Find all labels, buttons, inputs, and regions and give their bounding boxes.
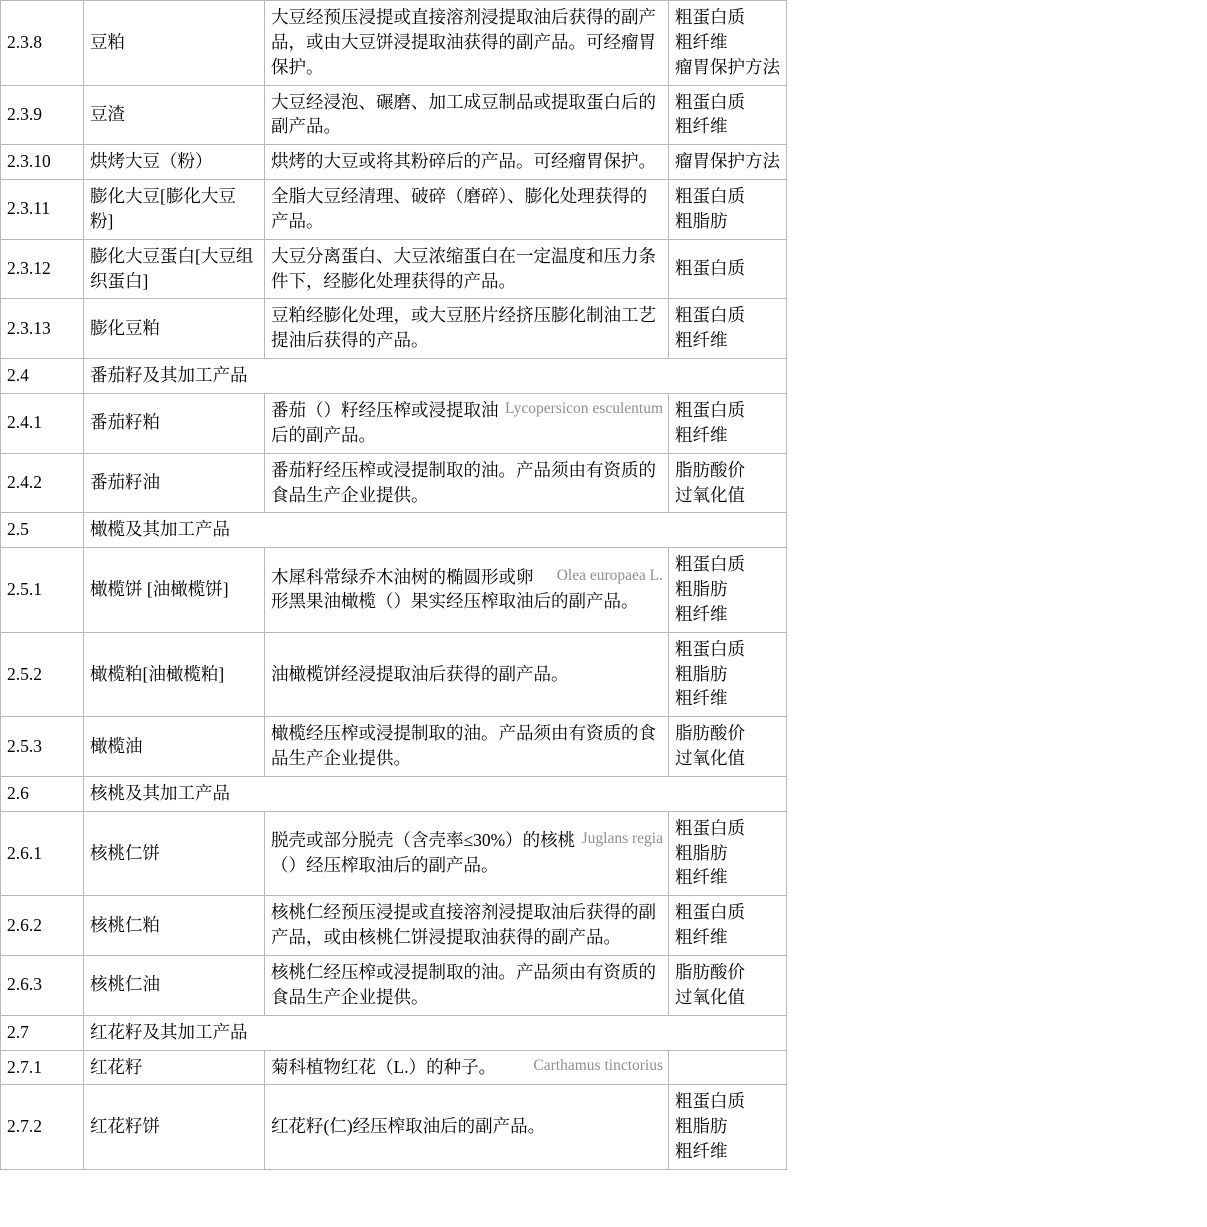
cell-label-requirements [669,239,787,299]
cell-label-requirements [669,548,787,633]
cell-description [265,299,669,359]
cell-label-requirements [669,1085,787,1170]
cell-code: 2.3.13 [1,299,84,359]
description-text: 脱壳或部分脱壳（含壳率≤30%）的核桃（）经压榨取油后的副产品。 [271,830,576,876]
description-text: 核桃仁经压榨或浸提制取的油。产品须由有资质的食品生产企业提供。 [271,962,656,1007]
label-requirement-item: 粗蛋白质 [675,305,745,326]
label-requirement-item: 粗纤维 [675,424,728,445]
label-requirement-item: 粗纤维 [675,603,728,624]
label-requirement-item: 粗蛋白质 [675,91,745,112]
cell-ingredient-name: 豆粕 [84,1,265,86]
label-requirement-item: 粗脂肪 [675,663,728,684]
table-row-group [1,776,787,811]
cell-description [265,1050,669,1085]
label-requirement-item: 粗脂肪 [675,579,728,600]
cell-description [265,145,669,180]
description-text: 全脂大豆经清理、破碎（磨碎）、膨化处理获得的产品。 [271,186,648,231]
scientific-name: Juglans regia [581,830,663,848]
cell-label-requirements [669,811,787,896]
cell-label-requirements [669,1050,787,1085]
label-requirement-item: 粗脂肪 [675,1116,728,1137]
table-row [1,956,787,1016]
cell-ingredient-name: 红花籽 [84,1050,265,1085]
cell-code: 2.3.11 [1,180,84,240]
cell-ingredient-name: 橄榄粕[油橄榄粕] [84,632,265,717]
label-requirement-item: 粗蛋白质 [675,902,745,923]
label-requirement-item: 粗蛋白质 [675,817,745,838]
cell-code: 2.6.2 [1,896,84,956]
table-row [1,717,787,777]
cell-description [265,956,669,1016]
table-row [1,299,787,359]
scientific-name: Carthamus tinctorius [533,1056,663,1074]
cell-group-name: 红花籽及其加工产品 [84,1015,787,1050]
cell-label-requirements [669,453,787,513]
cell-code: 2.4.1 [1,393,84,453]
table-row-group [1,359,787,394]
cell-ingredient-name: 橄榄饼 [油橄榄饼] [84,548,265,633]
cell-description [265,632,669,717]
cell-group-name: 橄榄及其加工产品 [84,513,787,548]
label-requirement-item: 脂肪酸价 [675,459,745,480]
label-requirement-item: 脂肪酸价 [675,962,745,982]
cell-code: 2.5.3 [1,717,84,777]
cell-code: 2.5.1 [1,548,84,633]
cell-label-requirements [669,299,787,359]
table-row [1,1050,787,1085]
cell-code: 2.7.1 [1,1050,84,1085]
description-text: 大豆经预压浸提或直接溶剂浸提取油后获得的副产品，或由大豆饼浸提取油获得的副产品。可经瘤胃保护。 [271,7,656,77]
table-row [1,145,787,180]
cell-description [265,239,669,299]
cell-description [265,896,669,956]
table-row [1,548,787,633]
label-requirement-item: 粗纤维 [675,867,728,888]
cell-label-requirements [669,1,787,86]
cell-label-requirements [669,180,787,240]
cell-code: 2.7.2 [1,1085,84,1170]
cell-code: 2.5 [1,513,84,548]
description-text: 核桃仁经预压浸提或直接溶剂浸提取油后获得的副产品，或由核桃仁饼浸提取油获得的副产品。 [271,902,656,948]
cell-label-requirements [669,717,787,777]
table-row [1,632,787,717]
cell-group-name: 番茄籽及其加工产品 [84,359,787,394]
label-requirement-item: 过氧化值 [675,484,745,505]
description-text: 番茄（）籽经压榨或浸提取油后的副产品。 [271,399,499,445]
cell-code: 2.6.3 [1,956,84,1016]
label-requirement-item: 瘤胃保护方法 [675,56,780,77]
cell-code: 2.6.1 [1,811,84,896]
label-requirement-item: 粗蛋白质 [675,638,745,659]
cell-label-requirements [669,393,787,453]
table-row [1,896,787,956]
cell-code: 2.6 [1,776,84,811]
label-requirement-item: 粗蛋白质 [675,7,745,27]
table-row [1,1085,787,1170]
cell-ingredient-name: 膨化大豆[膨化大豆粉] [84,180,265,240]
cell-label-requirements [669,896,787,956]
table-row [1,85,787,145]
scientific-name: Lycopersicon esculentum [505,399,663,417]
label-requirement-item: 瘤胃保护方法 [675,151,780,172]
cell-code: 2.3.8 [1,1,84,86]
cell-code: 2.3.9 [1,85,84,145]
cell-ingredient-name: 膨化豆粕 [84,299,265,359]
description-text: 木犀科常绿乔木油树的椭圆形或卵形黑果油橄榄（）果实经压榨取油后的副产品。 [271,566,639,612]
cell-code: 2.4 [1,359,84,394]
cell-description [265,1,669,86]
description-text: 油橄榄饼经浸提取油后获得的副产品。 [271,663,569,684]
cell-label-requirements [669,632,787,717]
cell-code: 2.3.10 [1,145,84,180]
cell-code: 2.7 [1,1015,84,1050]
cell-description [265,180,669,240]
label-requirement-item: 粗脂肪 [675,842,728,863]
cell-ingredient-name: 豆渣 [84,85,265,145]
cell-ingredient-name: 核桃仁饼 [84,811,265,896]
table-row [1,1,787,86]
label-requirement-item: 粗纤维 [675,1141,728,1162]
scientific-name: Olea europaea L. [556,566,663,584]
table-row [1,811,787,896]
label-requirement-item: 粗纤维 [675,31,728,52]
cell-ingredient-name: 番茄籽油 [84,453,265,513]
cell-code: 2.5.2 [1,632,84,717]
label-requirement-item: 粗蛋白质 [675,399,745,420]
description-text: 红花籽(仁)经压榨取油后的副产品。 [271,1116,546,1137]
cell-ingredient-name: 橄榄油 [84,717,265,777]
cell-ingredient-name: 膨化大豆蛋白[大豆组织蛋白] [84,239,265,299]
table-row-group [1,513,787,548]
table-row [1,239,787,299]
label-requirement-item: 粗脂肪 [675,210,728,231]
description-text: 橄榄经压榨或浸提制取的油。产品须由有资质的食品生产企业提供。 [271,723,656,769]
cell-description [265,548,669,633]
label-requirement-item: 过氧化值 [675,748,745,769]
cell-ingredient-name: 烘烤大豆（粉） [84,145,265,180]
description-text: 大豆分离蛋白、大豆浓缩蛋白在一定温度和压力条件下，经膨化处理获得的产品。 [271,245,656,291]
label-requirement-item: 粗蛋白质 [675,258,745,279]
cell-code: 2.3.12 [1,239,84,299]
cell-description [265,717,669,777]
label-requirement-item: 粗纤维 [675,688,728,709]
description-text: 豆粕经膨化处理，或大豆胚片经挤压膨化制油工艺提油后获得的产品。 [271,305,656,351]
cell-label-requirements [669,145,787,180]
label-requirement-item: 粗蛋白质 [675,554,745,575]
cell-label-requirements [669,85,787,145]
label-requirement-item: 粗纤维 [675,927,728,948]
cell-description [265,453,669,513]
table-row-group [1,1015,787,1050]
cell-description [265,85,669,145]
label-requirement-item: 粗蛋白质 [675,1091,745,1112]
cell-label-requirements [669,956,787,1016]
cell-description [265,1085,669,1170]
cell-ingredient-name: 核桃仁粕 [84,896,265,956]
table-row [1,180,787,240]
cell-ingredient-name: 核桃仁油 [84,956,265,1016]
description-text: 烘烤的大豆或将其粉碎后的产品。可经瘤胃保护。 [271,151,656,172]
label-requirement-item: 过氧化值 [675,986,745,1007]
label-requirement-item: 粗纤维 [675,330,728,351]
label-requirement-item: 粗蛋白质 [675,186,745,207]
table-body [1,1,787,1170]
cell-description [265,811,669,896]
description-text: 番茄籽经压榨或浸提制取的油。产品须由有资质的食品生产企业提供。 [271,459,656,505]
table-row [1,393,787,453]
cell-ingredient-name: 番茄籽粕 [84,393,265,453]
cell-description [265,393,669,453]
description-text: 菊科植物红花（L.）的种子。 [271,1056,497,1077]
cell-group-name: 核桃及其加工产品 [84,776,787,811]
table-row [1,453,787,513]
label-requirement-item: 粗纤维 [675,116,728,137]
label-requirement-item: 脂肪酸价 [675,723,745,744]
description-text: 大豆经浸泡、碾磨、加工成豆制品或提取蛋白后的副产品。 [271,91,656,137]
cell-code: 2.4.2 [1,453,84,513]
cell-ingredient-name: 红花籽饼 [84,1085,265,1170]
